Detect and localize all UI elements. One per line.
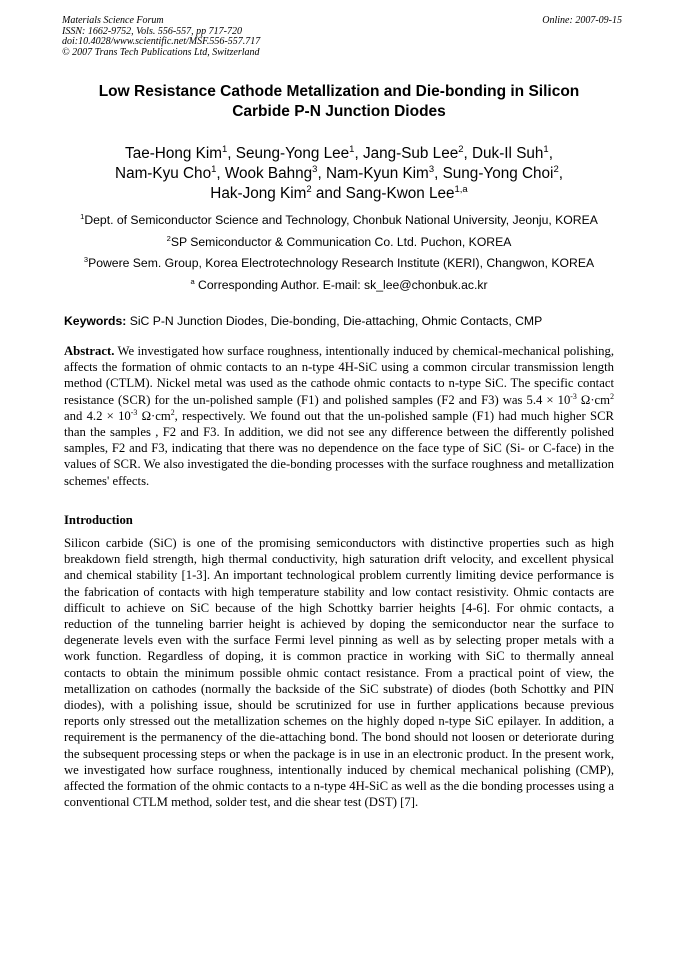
journal-doi[interactable]: doi:10.4028/www.scientific.net/MSF.556-557.717: [62, 36, 261, 47]
author-affiliation-mark: 2: [306, 183, 312, 195]
affiliation-mark: 2: [166, 233, 171, 243]
author-name: Sung-Yong Choi: [442, 165, 554, 182]
affiliation-list: [60, 210, 618, 296]
exponent: 2: [170, 407, 175, 417]
affiliation-item: [60, 253, 618, 275]
journal-issn: ISSN: 1662-9752, Vols. 556-557, pp 717-720: [62, 25, 242, 37]
author-name: Jang-Sub Lee: [362, 145, 459, 162]
abstract-text: , respectively. We found out that the un-polished sample (F1) had much higher SCR than the samples , F2 and F3. In addition, we did not see any difference between the differently polished samples, F2 and F3, indicating that there was no dependence on the face type of SiC (Si- or C-face) in the values of SCR. We also investigated the die-bonding processes with the surface roughness and metallization schemes' effects.: [64, 408, 614, 488]
author-affiliation-mark: 1: [349, 143, 355, 155]
author-name: Nam-Kyu Cho: [115, 165, 212, 182]
author-name: Sang-Kwon Lee: [345, 185, 455, 202]
author-line-3: [60, 184, 618, 204]
author-name: Tae-Hong Kim: [125, 145, 222, 162]
abstract-text: Ω·cm: [137, 408, 171, 423]
author-affiliation-mark: 2: [553, 163, 559, 175]
abstract-text: and 4.2 × 10: [64, 408, 131, 423]
affiliation-mark: 1: [80, 212, 85, 222]
title-line-2: Carbide P-N Junction Diodes: [232, 103, 446, 120]
affiliation-mark: 3: [83, 255, 89, 265]
author-affiliation-mark: 2: [458, 143, 464, 155]
exponent: 2: [610, 391, 614, 401]
paper-title: [60, 82, 618, 122]
journal-header: [62, 16, 622, 58]
author-name: Wook Bahng: [224, 165, 313, 182]
abstract: [64, 343, 614, 489]
exponent: -3: [570, 391, 577, 401]
affiliation-item: [60, 232, 618, 254]
keywords-label: Keywords:: [64, 314, 127, 328]
affiliation-text: SP Semiconductor & Communication Co. Ltd. Puchon, KOREA: [170, 234, 512, 249]
author-separator: ,: [317, 165, 326, 182]
affiliation-mark: a: [190, 276, 195, 286]
author-affiliation-mark: 1,a: [454, 183, 468, 195]
affiliation-text: Powere Sem. Group, Korea Electrotechnology Research Institute (KERI), Changwon, KOREA: [88, 256, 595, 270]
author-name: Seung-Yong Lee: [235, 145, 350, 162]
author-line-1: [60, 144, 618, 164]
author-separator: ,: [354, 145, 363, 162]
author-affiliation-mark: 3: [428, 163, 435, 175]
author-affiliation-mark: 1: [211, 163, 217, 175]
affiliation-text: Dept. of Semiconductor Science and Technology, Chonbuk National University, Jeonju, KOREA: [84, 213, 598, 227]
author-separator: ,: [463, 145, 472, 162]
journal-name: Materials Science Forum: [62, 15, 164, 26]
abstract-text: Ω·cm: [576, 392, 611, 407]
affiliation-item: [60, 210, 618, 232]
author-line-2: [60, 164, 618, 184]
keywords-text: SiC P-N Junction Diodes, Die-bonding, Die-attaching, Ohmic Contacts, CMP: [126, 314, 543, 328]
author-separator: ,: [558, 165, 563, 182]
author-affiliation-mark: 3: [312, 163, 318, 175]
author-separator: ,: [216, 165, 225, 182]
corresponding-author-email[interactable]: Corresponding Author. E-mail: sk_lee@chonbuk.ac.kr: [194, 277, 488, 292]
author-affiliation-mark: 1: [221, 143, 228, 155]
author-separator: ,: [434, 165, 443, 182]
keywords: [64, 313, 620, 329]
introduction-body: Silicon carbide (SiC) is one of the promising semiconductors with distinctive properties such as high breakdown field strength, high thermal conductivity, high saturation drift velocity, and excellent physical and chemical stability [1-3]. An important technological problem currently limiting device performance is the fabrication of contacts with high temperature stability and low contact resistivity. Ohmic contacts are difficult to achieve on SiC because of the high Schottky barrier heights [4-6]. For ohmic contacts, a reduction of the tunneling barrier height is achieved by doping the semiconductor near the surface to degenerate levels even with the surface Fermi level pinning as well as by selecting proper metals with a work function. Regardless of doping, it is common practice in working with SiC to thermally anneal contacts to obtain the minimum possible ohmic contact resistance. From a practical point of view, the metallization on cathodes (normally the backside of the SiC substrate) of diodes (both Schottky and PIN diodes), with a polishing issue, should be scrutinized for use in further applications because previous reports only stressed out the metallization schemes on the highly doped n-type SiC epilayer. In addition, a requirement is the permanency of the die-attaching bond. The bond should not loosen or deteriorate during the subsequent processing steps or when the package is in use in an electronic product. In the present work, we investigated how surface roughness, intentionally induced by chemical mechanical polishing (CMP), affected the formation of the ohmic contacts to a n-type 4H-SiC as well as the die bonding processes using a conventional CTLM method, solder test, and die shear test (DST) [7].: [64, 536, 614, 810]
author-affiliation-mark: 1: [543, 143, 549, 155]
corresponding-author: [60, 275, 618, 297]
author-separator: and: [311, 185, 346, 202]
journal-copyright: © 2007 Trans Tech Publications Ltd, Switzerland: [62, 46, 260, 58]
online-date: Online: 2007-09-15: [542, 15, 622, 26]
title-line-1: Low Resistance Cathode Metallization and Die-bonding in Silicon: [98, 83, 580, 100]
author-name: Duk-Il Suh: [472, 145, 544, 162]
author-list: [60, 144, 618, 204]
author-name: Nam-Kyun Kim: [325, 165, 429, 182]
abstract-label: Abstract.: [64, 344, 115, 358]
author-separator: ,: [227, 145, 236, 162]
abstract-text: We investigated how surface roughness, intentionally induced by chemical-mechanical polishing, affects the formation of ohmic contacts to an n-type 4H-SiC using a common circular transmission length method (CTLM). Nickel metal was used as the cathode ohmic contacts to n-type SiC. The specific contact resistance (SCR) for the un-polished sample (F1) and polished samples (F2 and F3) was 5.4 × 10: [64, 344, 614, 407]
author-name: Hak-Jong Kim: [210, 185, 307, 202]
exponent: -3: [130, 407, 138, 417]
author-separator: ,: [548, 145, 553, 162]
introduction-heading: Introduction: [64, 513, 133, 527]
